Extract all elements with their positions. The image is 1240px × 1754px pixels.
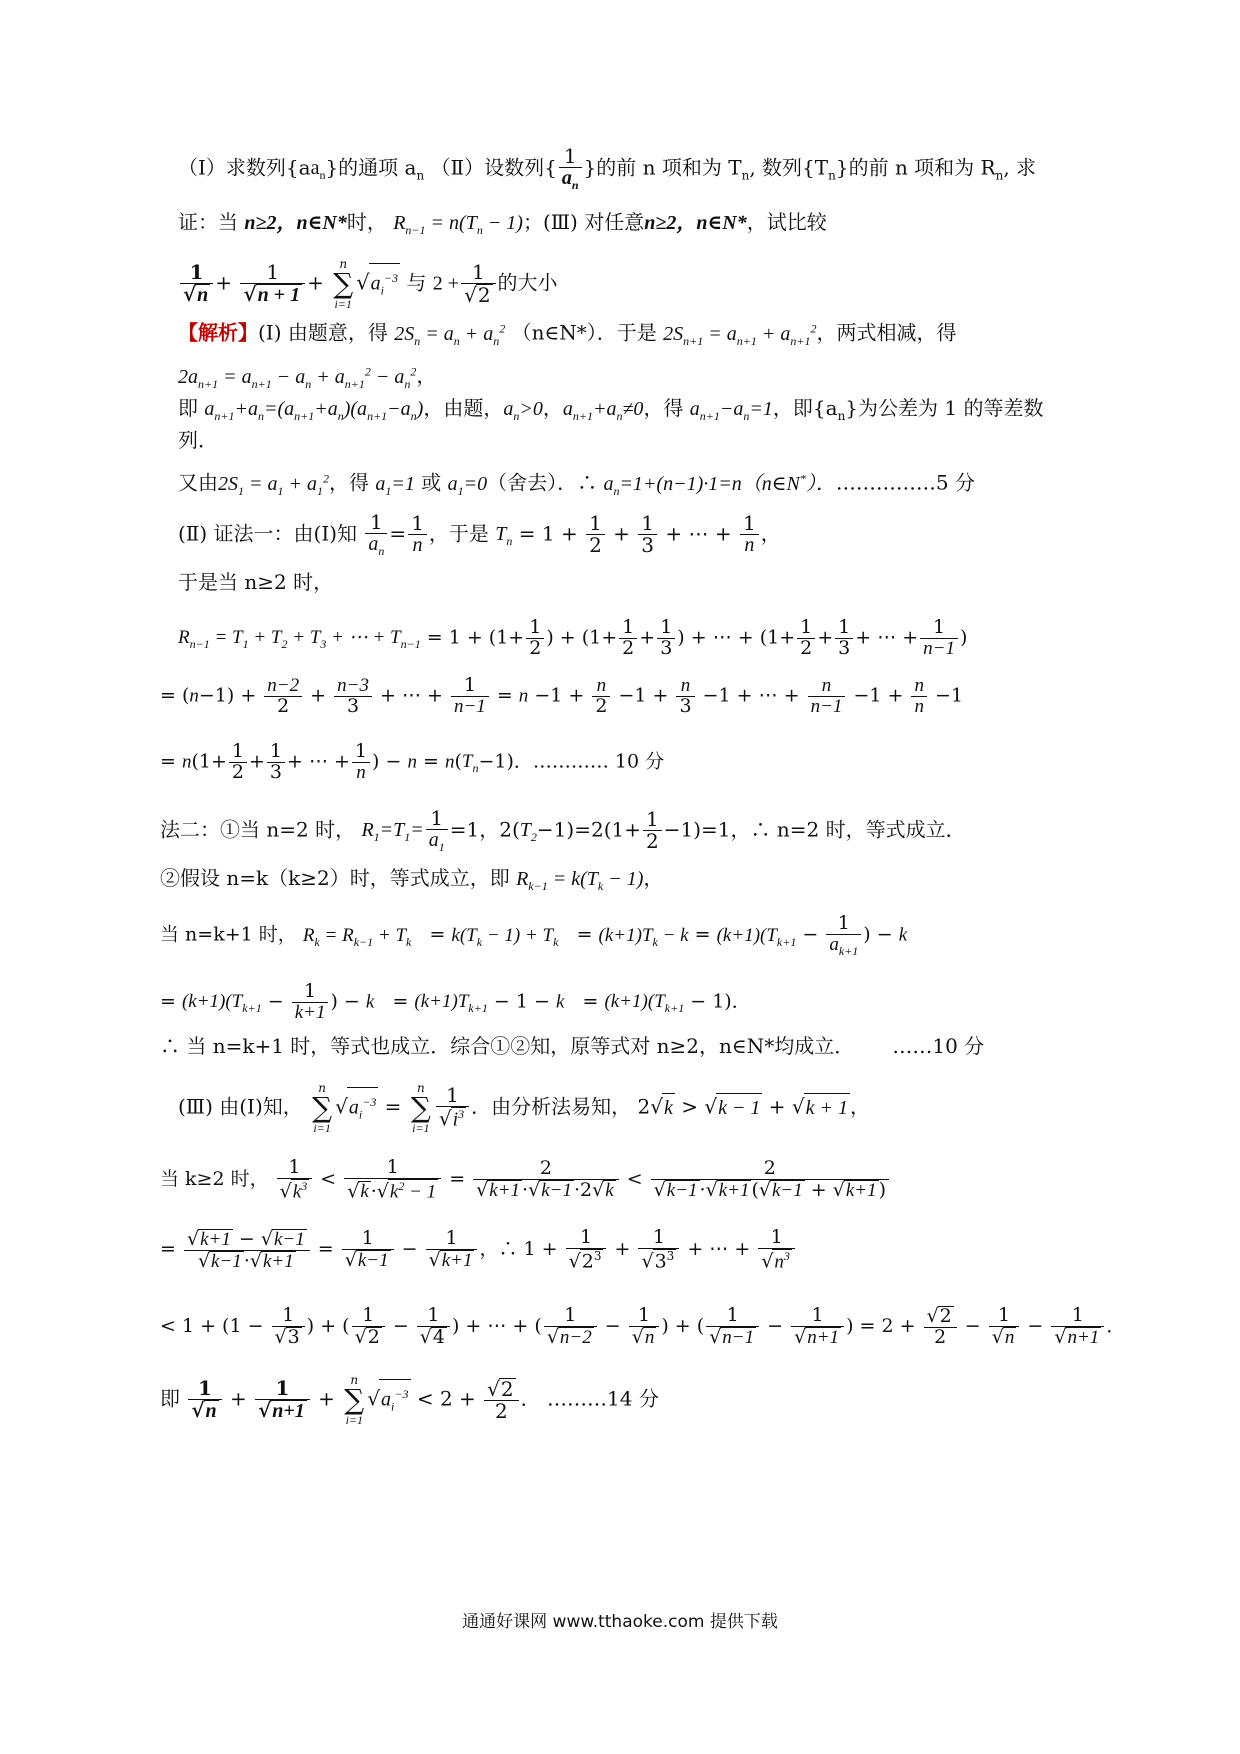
text: 时， [346,210,387,234]
text: ，∴ n=2 时，等式成立． [730,817,966,842]
text: ， [542,396,563,420]
page-footer: 通通好课网 www.tthaoke.com 提供下载 [462,1612,778,1632]
solution-line-1 [178,314,1078,355]
solution-tag: 【解析】 [178,320,258,345]
text: 法二：①当 n=2 时， [160,817,356,842]
solution-line-20: 即 $\frac{1}{√n}$ + $\frac{1}{√n+1}$ + n ∑ i=1 $√a_i^{-3} < 2$ + $\frac{√2}{2}$ ． ………14 分 [160,1373,659,1427]
solution-line-18: = $\frac{√k+1 - √k-1}{√k-1 \cdot√k+1}$ = $\frac{1}{√k-1}$ − $\frac{1}{√k+1}$ ，∴ 1 + $\frac{1}{√2^3}$ + $\frac{1}{√3^3}$ + ⋯ + $\frac{1}{√n^3}$ [160,1228,1060,1272]
problem-line-2 [178,208,1078,244]
text: ………14 分 [547,1386,659,1411]
text: , 求 [1003,155,1037,180]
formula: $2S_1 = a_1 + a_1^2$ [218,471,329,498]
text: ，得 [329,470,369,495]
fraction: $\frac{1}{a_n}$ [559,146,582,192]
solution-line-17: 当 k≥2 时， $\frac{1}{√k^3}$ < $\frac{1}{√k \cdot√k^2 - 1}$ = $\frac{2}{√k+1 \cdot√k-1 \cdot 2√k}$ < $\frac{2}{√k-1 \cdot√k+1 (√k-1 + √k+1 )}$ [160,1158,1060,1202]
text: ，两式相减，得 [816,320,957,345]
fraction: $\frac{1}{√n}$ [180,262,213,306]
solution-line-7 [178,568,1078,596]
text: ………… 10 分 [532,750,665,773]
text: ，于是 [428,521,489,546]
text: 与 [406,270,427,295]
text: 当 n=k+1 时， [160,923,297,946]
text: $a_n$ [310,157,326,183]
text: ．由分析法易知， [471,1094,632,1119]
text: , 数列{T [749,155,829,180]
solution-line-12: ②假设 n=k（k≥2）时，等式成立，即 $R_{k-1} = k(T_k - 1)$， [160,866,664,893]
text: ……………5 分 [835,470,975,495]
solution-line-4 [178,426,1078,454]
problem-line-3: $\frac{1}{√n}$ + $\frac{1}{√n + 1}$ + n ∑ i=1 $√a_i^{-3}$ 与 2 + $\frac{1}{√2}$ 的大小 [178,258,1078,310]
text: ；(Ⅲ) 对任意 [522,210,645,234]
formula: $a_{n+1}+a_n=(a_{n+1}+a_n)(a_{n+1}-a_n)$ [204,398,424,423]
text: （Ⅱ）设数列{ [430,155,557,180]
text: n≥2，n∈N* [244,212,347,234]
text: 当 k≥2 时， [160,1168,269,1191]
fraction: $\frac{1}{a_n}$ [365,512,387,558]
text: ……10 分 [892,1034,985,1058]
solution-line-8: $R_{n-1} = T_1 + T_2 + T_3$ + ⋯ + $T_{n-1} = 1 + (1+$ $\frac{1}{2}$ ) + (1+ $\frac{1}{2}$ + $\frac{1}{3}$ ) + ⋯ + (1+ $\frac{1}{2}$ + $\frac{1}{3}$ + ⋯ + $\frac{1}{n-1}$ ) [178,616,968,659]
formula: $2a_{n+1} = a_{n+1} - a_n + a_{n+1}^2 - a_n^2$ [178,364,417,391]
solution-line-14: = $(k+1)(T_{k+1}$ − $\frac{1}{k+1}$ ) − $k = (k+1)T_{k+1} - 1 - k = (k+1)(T_{k+1} - 1)$． [160,980,751,1023]
text: ，由题， [423,396,504,420]
problem-line-1: （Ⅰ）求数列$\{aa_n\}$的通项 $a_n$ （Ⅱ）设数列{ $\frac{1}{a_n}$ }的前 n 项和为 $T_n$, 数列$\{T_n\}$的前 n 项和为 $R_n$, 求 [178,144,1037,192]
text: 列． [178,428,218,452]
text: n≥2，n∈N* [644,212,747,234]
text: （n∈N*）．于是 [511,320,657,345]
solution-line-16: (Ⅲ) 由(Ⅰ)知， n ∑ i=1 $√a_i^{-3}$ = n ∑ i=1 $\frac{1}{√i^3}$ ．由分析法易知， 2√k > √k − 1 + √k + 1 ， [178,1081,871,1135]
text: 即 [178,396,198,420]
solution-line-11: 法二：①当 n=2 时， $R_1=T_1=$ $\frac{1}{a_1}$ =1，$2(T_2-1)=2(1+$ $\frac{1}{2}$ −1)=1，∴ n=2 时，等式成立． [160,806,966,854]
solution-line-15 [160,1032,1060,1060]
text: (Ⅰ) 由题意，得 [258,320,388,345]
text: ，∴ [479,1238,518,1261]
text: }的通项 a [325,155,417,180]
fraction: $\frac{1}{n}$ [408,513,427,556]
formula: $a_n=1+(n-1)\cdot 1=n(n\in N^*)$． [603,471,836,498]
fraction: $\frac{1}{√2}$ [461,262,495,306]
text: (Ⅱ) 证法一：由(Ⅰ)知 [178,521,358,546]
text: 的大小 [497,270,558,295]
solution-line-10: = n(1+ $\frac{1}{2}$ + $\frac{1}{3}$ + ⋯ + $\frac{1}{n}$ ) − $n = n(T_n-1)$．………… 10 分 [160,740,665,783]
solution-line-6: (Ⅱ) 证法一：由(Ⅰ)知 $\frac{1}{a_n}$ = $\frac{1}{n}$ ，于是 $T_n = 1$ + $\frac{1}{2}$ + $\frac{1}{3}$ + ⋯ + $\frac{1}{n}$ ， [178,510,781,558]
solution-line-13: 当 n=k+1 时， $R_k = R_{k-1} + T_k = k(T_k - 1) + T_k = (k+1)T_k - k = (k+1)(T_{k+1}$ − $\frac{1}{a_{k+1}}$ ) − k [160,912,908,958]
solution-line-19: < 1 + (1 − $\frac{1}{√3}$ ) + ( $\frac{1}{√2}$ − $\frac{1}{√4}$ ) + ⋯ + ( $\frac{1}{√n-2}$ − $\frac{1}{√n}$ ) + ( $\frac{1}{√n-1}$ − $\frac{1}{√n+1}$ ) = 2 + $\frac{√2}{2}$ − $\frac{1}{√n}$ − $\frac{1}{√n+1}$ ． [160,1304,1126,1348]
text: (Ⅲ) 由(Ⅰ)知， [178,1094,303,1119]
text: 即 [160,1386,180,1411]
text: ，即{a [772,396,838,420]
text: }为公差为 1 的等差数 [845,396,1044,420]
solution-line-3: 即 $a_{n+1}+a_n=(a_{n+1}+a_n)(a_{n+1}-a_n)$，由题，$a_n>0$，$a_{n+1}+a_n\ne 0$，得 $a_{n+1}-a_n=1$，即$\{a_n\}$为公差为 1 的等差数 [178,396,1044,423]
text: ，试比较 [746,210,827,234]
text: 于是当 n≥2 时， [178,570,334,594]
text: ，得 [643,396,684,420]
text: （舍去）．∴ [487,470,598,495]
text: ②假设 n=k（k≥2）时，等式成立，即 [160,866,510,890]
formula: $R_{n-1} = n(T_n - 1)$ [393,212,523,237]
text: 又由 [178,470,218,495]
text: ∴ 当 n=k+1 时，等式也成立．综合①②知，原等式对 n≥2，n∈N*均成立． [160,1034,855,1058]
sum-symbol: n ∑ i=1 [333,257,354,311]
fraction: $\frac{1}{√n + 1}$ [240,262,305,306]
text: 或 [421,470,442,495]
text: }的前 n 项和为 T [583,155,742,180]
solution-line-9: = (n−1) + $\frac{n-2}{2}$ + $\frac{n-3}{3}$ + ⋯ + $\frac{1}{n-1}$ = n −1 + $\frac{n}{2}$ −1 + $\frac{n}{3}$ −1 + ⋯ + $\frac{n}{n-1}$ −1 + $\frac{n}{n}$ −1 [160,674,964,717]
solution-line-2: $2a_{n+1} = a_{n+1} - a_n + a_{n+1}^2 - a_n^2$， [178,363,437,391]
text: 证：当 [178,210,245,234]
text: （Ⅰ）求数列{a [178,155,311,180]
solution-line-5: 又由$2S_1 = a_1 + a_1^2$，得 $a_1=1$ 或 $a_1=0$（舍去）．∴ $a_n=1+(n-1)\cdot 1=n(n\in N^*)$．……………5 分 [178,470,975,498]
formula: $2S_n = a_n + a_n^2$ [394,321,506,348]
formula: $T_n$ [495,523,513,549]
text: }的前 n 项和为 R [835,155,996,180]
formula: $2S_{n+1} = a_{n+1} + a_{n+1}^2$ [663,321,817,348]
